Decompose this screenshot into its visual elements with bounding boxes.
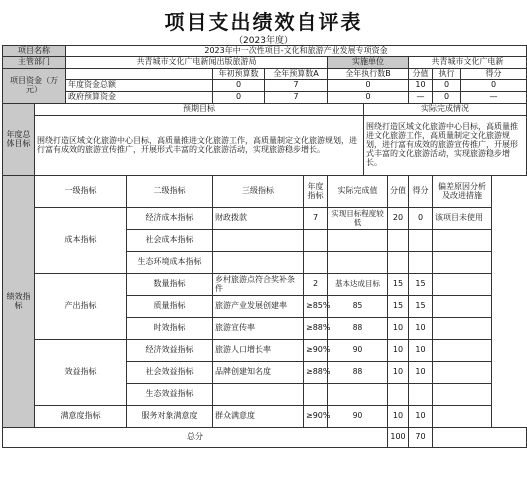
indicator-row	[3, 406, 527, 428]
fund-label: 项目资金（万元）	[3, 69, 66, 104]
annual-target: ≥90%	[304, 406, 328, 428]
deviation-note: 该项目未使用	[433, 208, 492, 230]
annual-target: 2	[304, 274, 328, 296]
got-value: 15	[409, 274, 433, 296]
total-row	[3, 428, 527, 448]
score-value	[388, 230, 409, 252]
annual-goal-label: 年度总体目标	[3, 104, 35, 176]
indicator-row	[3, 274, 527, 296]
level1-indicator: 产出指标	[35, 274, 127, 340]
fund-value: 0	[213, 92, 265, 104]
annual-target	[304, 384, 328, 406]
fund-header: 分值	[409, 69, 433, 80]
impl-label: 实施单位	[328, 57, 409, 69]
got-value	[409, 384, 433, 406]
perf-label: 绩效指标	[3, 176, 35, 428]
actual-value: 基本达成目标	[328, 274, 388, 296]
annual-target: 7	[304, 208, 328, 230]
fund-value: 0	[461, 80, 527, 92]
project-name: 2023年中一次性项目-文化和旅游产业发展专项资金	[66, 46, 527, 57]
annual-target: ≥90%	[304, 340, 328, 362]
ind-header: 一级指标	[35, 176, 127, 208]
level3-indicator: 财政拨款	[213, 208, 304, 230]
score-value: 10	[388, 318, 409, 340]
score-value	[388, 384, 409, 406]
level2-indicator: 服务对象满意度	[127, 406, 213, 428]
fund-row-label: 年度资金总额	[66, 80, 213, 92]
annual-target	[304, 230, 328, 252]
dept-label: 主管部门	[3, 57, 66, 69]
ind-header: 实际完成值	[328, 176, 388, 208]
level2-indicator: 生态效益指标	[127, 384, 213, 406]
got-value	[409, 230, 433, 252]
got-value: 10	[409, 362, 433, 384]
fund-value: 7	[265, 80, 328, 92]
level1-indicator: 满意度指标	[35, 406, 127, 428]
got-value: 15	[409, 296, 433, 318]
ind-header: 年度指标	[304, 176, 328, 208]
ind-header: 得分	[409, 176, 433, 208]
page-title: 项目支出绩效自评表	[164, 10, 363, 34]
deviation-note	[433, 340, 492, 362]
actual-value	[328, 252, 388, 274]
level3-indicator: 群众满意度	[213, 406, 304, 428]
level3-indicator: 旅游宣传率	[213, 318, 304, 340]
indicator-row	[3, 208, 527, 230]
year-label: （2023年度）	[234, 36, 293, 46]
actual-header: 实际完成情况	[364, 104, 527, 116]
score-value: 10	[388, 340, 409, 362]
level3-indicator: 品牌创建知名度	[213, 362, 304, 384]
fund-row-label: 政府预算资金	[66, 92, 213, 104]
actual-value: 90	[328, 406, 388, 428]
level1-indicator: 效益指标	[35, 340, 127, 406]
actual-value: 实现目标程度较低	[328, 208, 388, 230]
total-got: 70	[409, 428, 433, 448]
annual-target: ≥88%	[304, 318, 328, 340]
ind-header: 二级指标	[127, 176, 213, 208]
fund-header: 执行	[433, 69, 461, 80]
score-value: 20	[388, 208, 409, 230]
level3-indicator: 旅游产业发展创建率	[213, 296, 304, 318]
level2-indicator: 经济成本指标	[127, 208, 213, 230]
deviation-note	[433, 406, 492, 428]
ind-header: 偏差原因分析及改进措施	[433, 176, 492, 208]
level3-indicator	[213, 252, 304, 274]
indicator-row	[3, 340, 527, 362]
fund-value: —	[461, 92, 527, 104]
actual-value: 85	[328, 296, 388, 318]
got-value: 10	[409, 340, 433, 362]
level3-indicator	[213, 384, 304, 406]
actual-value	[328, 230, 388, 252]
deviation-note	[433, 230, 492, 252]
fund-value: 0	[328, 92, 409, 104]
deviation-note	[433, 384, 492, 406]
annual-target: ≥85%	[304, 296, 328, 318]
fund-header: 全年预算数A	[265, 69, 328, 80]
evaluation-table	[2, 45, 527, 448]
level2-indicator: 数量指标	[127, 274, 213, 296]
fund-header: 得分	[461, 69, 527, 80]
total-label: 总分	[3, 428, 388, 448]
ind-header: 分值	[388, 176, 409, 208]
expected-goal-header: 预期目标	[35, 104, 364, 116]
fund-value: 0	[328, 80, 409, 92]
fund-blank	[66, 69, 213, 80]
score-value: 15	[388, 296, 409, 318]
level2-indicator: 生态环境成本指标	[127, 252, 213, 274]
score-value: 10	[388, 406, 409, 428]
deviation-note	[433, 318, 492, 340]
deviation-note	[433, 296, 492, 318]
dept-value: 共青城市文化广电新闻出版旅游局	[66, 57, 328, 69]
level1-indicator: 成本指标	[35, 208, 127, 274]
level2-indicator: 社会成本指标	[127, 230, 213, 252]
fund-value: 0	[433, 80, 461, 92]
deviation-note	[433, 252, 492, 274]
score-value	[388, 252, 409, 274]
impl-value: 共青城市文化广电新	[409, 57, 527, 69]
level3-indicator: 乡村旅游点符合奖补条件	[213, 274, 304, 296]
level2-indicator: 时效指标	[127, 318, 213, 340]
level3-indicator	[213, 230, 304, 252]
actual-value: 90	[328, 340, 388, 362]
ind-header: 三级指标	[213, 176, 304, 208]
fund-value: 10	[409, 80, 433, 92]
level2-indicator: 社会效益指标	[127, 362, 213, 384]
deviation-note	[433, 362, 492, 384]
actual-text: 围绕打造区域文化旅游中心目标，高质量推进文化旅游工作，高质量制定文化旅游规划，进行富有成效的旅游宣传推广，开展形式丰富的文化旅游活动，实现旅游稳步增长。	[364, 116, 527, 176]
got-value: 10	[409, 318, 433, 340]
actual-value: 88	[328, 362, 388, 384]
fund-value: 7	[265, 92, 328, 104]
level2-indicator: 经济效益指标	[127, 340, 213, 362]
got-value	[409, 252, 433, 274]
got-value: 10	[409, 406, 433, 428]
annual-target: ≥88%	[304, 362, 328, 384]
level3-indicator: 旅游人口增长率	[213, 340, 304, 362]
total-score: 100	[388, 428, 409, 448]
project-name-label: 项目名称	[3, 46, 66, 57]
deviation-note	[433, 274, 492, 296]
got-value: 0	[409, 208, 433, 230]
fund-value: —	[409, 92, 433, 104]
fund-header: 年初预算数	[213, 69, 265, 80]
total-blank	[433, 428, 527, 448]
score-value: 10	[388, 362, 409, 384]
actual-value	[328, 384, 388, 406]
fund-header: 全年执行数B	[328, 69, 409, 80]
actual-value: 88	[328, 318, 388, 340]
score-value: 15	[388, 274, 409, 296]
level2-indicator: 质量指标	[127, 296, 213, 318]
fund-value: 0	[433, 92, 461, 104]
expected-goal-text: 围绕打造区域文化旅游中心目标，高质量推进文化旅游工作，高质量制定文化旅游规划，进行富有成效的旅游宣传推广，开展形式丰富的文化旅游活动，实现旅游稳步增长。	[35, 116, 364, 176]
fund-value: 0	[213, 80, 265, 92]
annual-target	[304, 252, 328, 274]
